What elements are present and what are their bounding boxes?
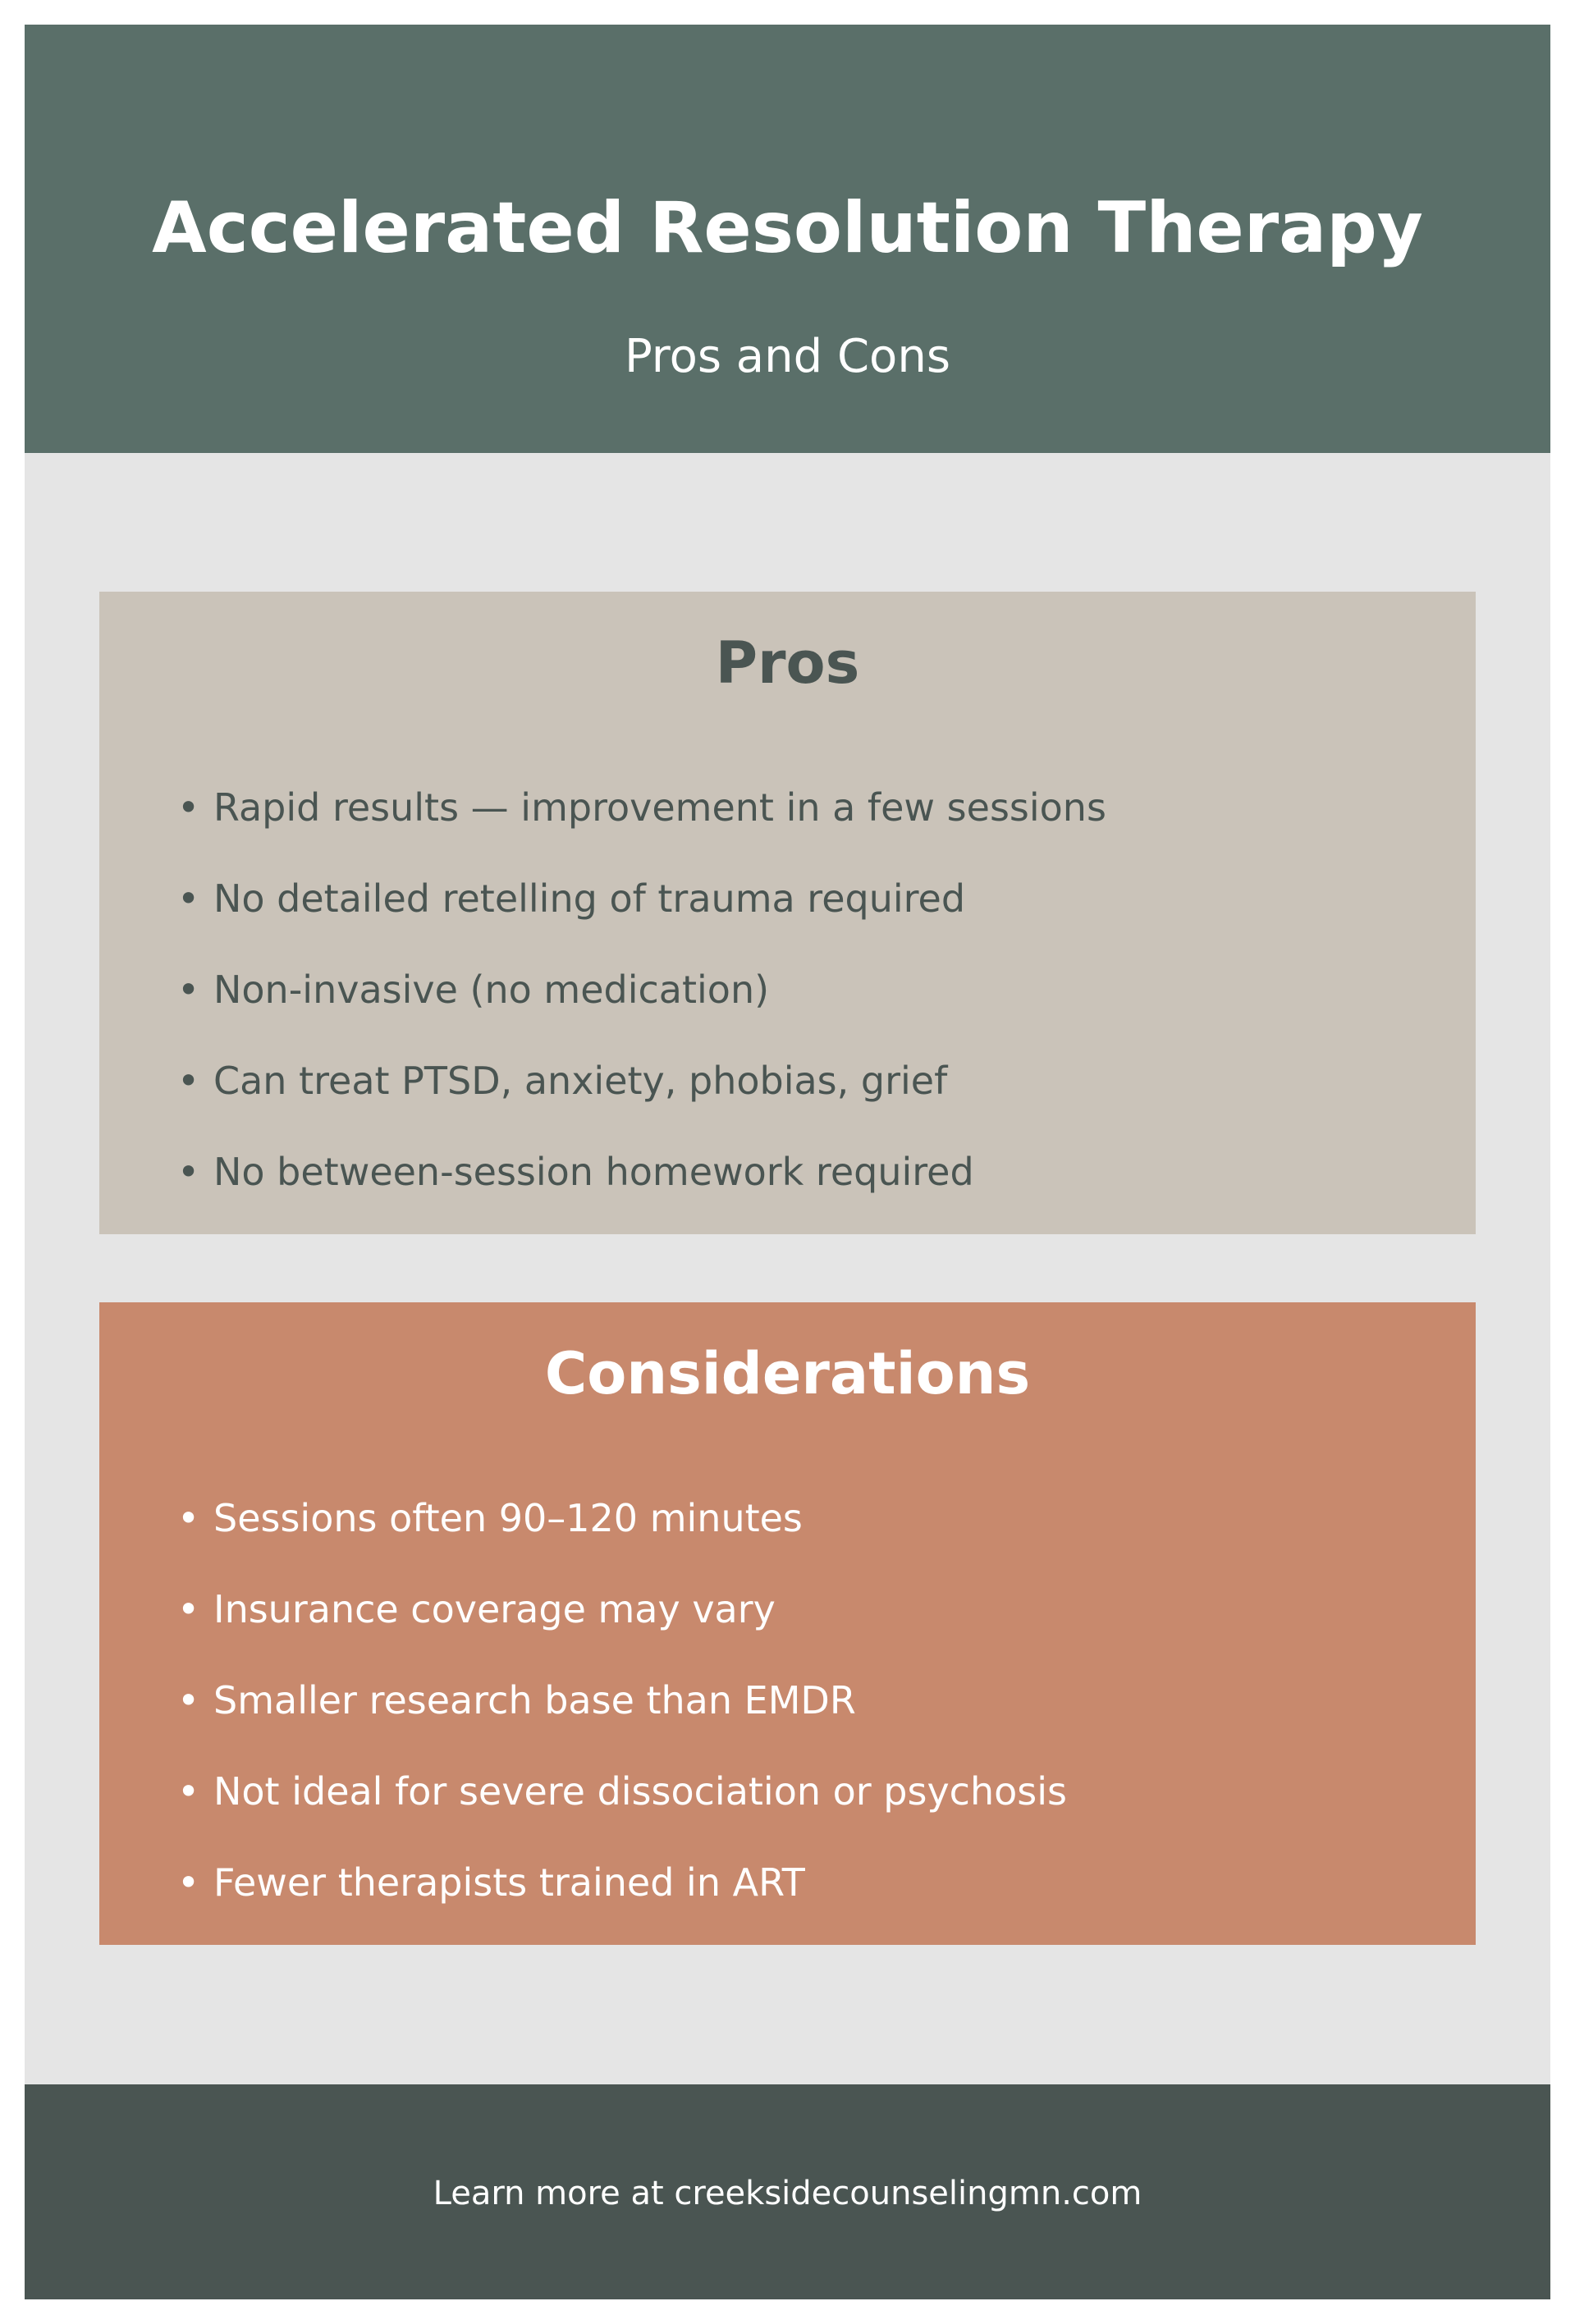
list-item xyxy=(177,1496,1443,1590)
bullet-icon: • xyxy=(177,1678,200,1722)
list-item xyxy=(177,1860,1443,1955)
list-item-text: No detailed retelling of trauma required xyxy=(213,876,966,921)
considerations-card xyxy=(99,1302,1476,1945)
list-item-text: Not ideal for severe dissociation or psychosis xyxy=(213,1769,1067,1814)
pros-list xyxy=(177,785,1443,1244)
bullet-icon: • xyxy=(177,1059,200,1103)
bullet-icon: • xyxy=(177,1587,200,1631)
list-item-text: Sessions often 90–120 minutes xyxy=(213,1496,803,1540)
header-banner xyxy=(25,25,1550,453)
pros-card xyxy=(99,592,1476,1234)
list-item xyxy=(177,876,1443,971)
pros-heading: Pros xyxy=(715,629,860,697)
considerations-list xyxy=(177,1496,1443,1955)
bullet-icon: • xyxy=(177,1496,200,1540)
bullet-icon: • xyxy=(177,785,200,830)
bullet-icon: • xyxy=(177,1769,200,1814)
bullet-icon: • xyxy=(177,876,200,921)
list-item xyxy=(177,1678,1443,1773)
footer-link-text: Learn more at creeksidecounselingmn.com xyxy=(433,2175,1142,2212)
list-item-text: No between-session homework required xyxy=(213,1150,974,1194)
list-item xyxy=(177,1150,1443,1244)
list-item-text: Insurance coverage may vary xyxy=(213,1587,776,1631)
bullet-icon: • xyxy=(177,968,200,1012)
considerations-heading: Considerations xyxy=(544,1340,1031,1407)
list-item xyxy=(177,1059,1443,1153)
bullet-icon: • xyxy=(177,1150,200,1194)
list-item-text: Non-invasive (no medication) xyxy=(213,968,770,1012)
page-title: Accelerated Resolution Therapy xyxy=(152,187,1423,269)
bullet-icon: • xyxy=(177,1860,200,1905)
list-item-text: Can treat PTSD, anxiety, phobias, grief xyxy=(213,1059,948,1103)
page-subtitle: Pros and Cons xyxy=(624,330,950,383)
list-item-text: Rapid results — improvement in a few sessions xyxy=(213,785,1106,830)
list-item xyxy=(177,1587,1443,1681)
list-item xyxy=(177,785,1443,880)
list-item-text: Smaller research base than EMDR xyxy=(213,1678,856,1722)
footer-banner xyxy=(25,2084,1550,2299)
list-item xyxy=(177,968,1443,1062)
list-item-text: Fewer therapists trained in ART xyxy=(213,1860,805,1905)
list-item xyxy=(177,1769,1443,1864)
content-area xyxy=(25,453,1550,2084)
